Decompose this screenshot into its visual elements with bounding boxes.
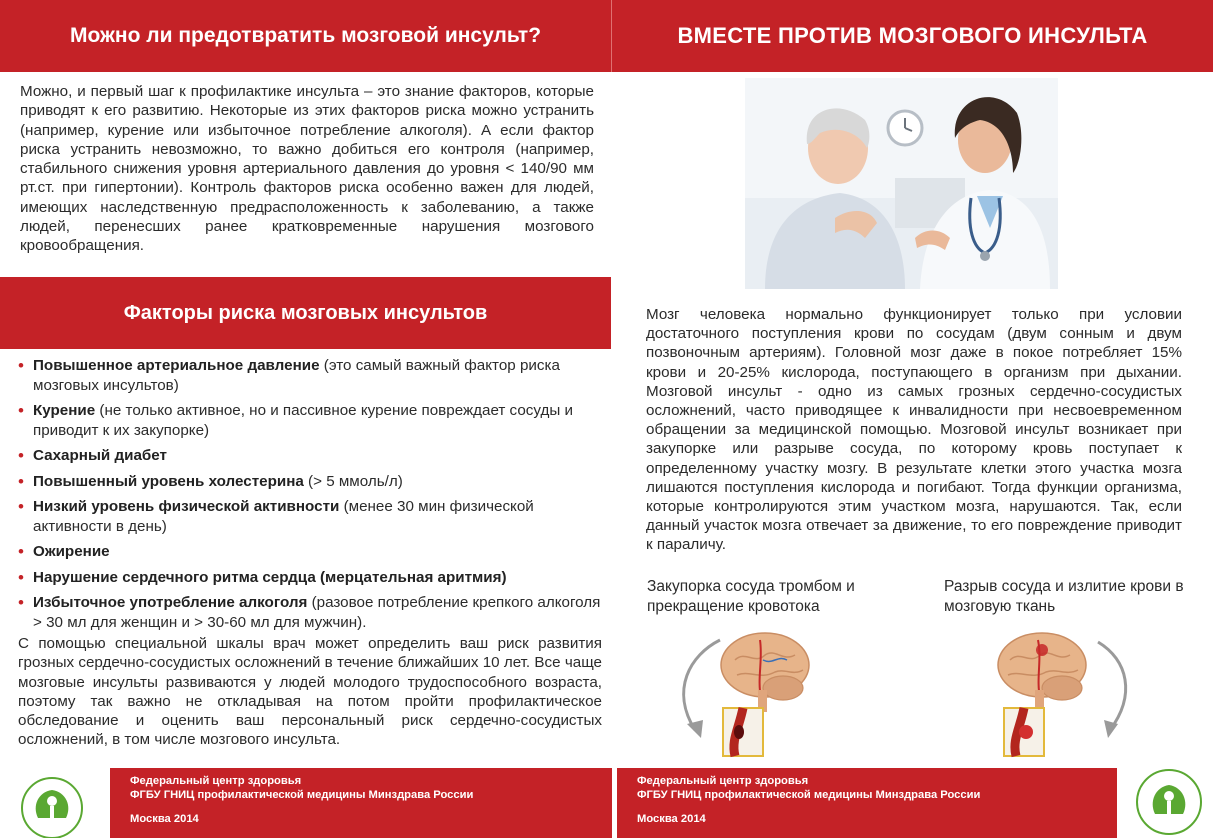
risk-scale-paragraph: С помощью специальной шкалы врач может определить ваш риск развития грозных сердечно-сосудистых осложнений в течение ближайших 10 лет. Все чаще мозговые инсульты развиваются у людей молодого трудоспособного возраста, поэтому так важно не откладывая на потом пройти профилактическое обследование и оценить ваш персональный риск сердечно-сосудистых осложнений, в том числе мозгового инсульта. xyxy=(18,635,602,749)
footer-right xyxy=(617,768,1117,838)
brain-explanation-paragraph: Мозг человека нормально функционирует только при условии достаточного поступления крови по сосудам (двум сонным и двум позвоночным артериям). Головной мозг даже в покое потребляет 15% крови и 20-25% кислорода, поступающего в организм при дыхании. Мозговой инсульт - одно из самых грозных сердечно-сосудистых осложнений, часто приводящее к инвалидности при несвоевременном обращении за медицинской помощью. Мозговой инсульт возникает при закупорке или разрыве сосуда, по которому кровь поступает к определенному участку мозгу. В результате клетки этого участка мозга лишаются поступления кислорода и погибают. Тогда функции организма, которые контролируются этим участком мозга, нарушаются. Так, если данный участок мозга отвечает за движение, то его повреждение приводит к параличу. xyxy=(646,306,1182,554)
list-item: • Повышенный уровень холестерина (> 5 ммоль/л) xyxy=(18,472,602,492)
footer-org: Федеральный центр здоровья xyxy=(130,775,302,787)
list-item: • Нарушение сердечного ритма сердца (мерцательная аритмия) xyxy=(18,568,602,588)
brain-rupture-illustration xyxy=(980,620,1140,765)
footer-left xyxy=(110,768,612,838)
right-title: ВМЕСТЕ ПРОТИВ МОЗГОВОГО ИНСУЛЬТА xyxy=(677,23,1148,48)
footer-institute: ФГБУ ГНИЦ профилактической медицины Минздрава России xyxy=(130,789,474,801)
brain-blockage-illustration xyxy=(665,620,825,765)
risk-factors-title: Факторы риска мозговых инсультов xyxy=(123,301,488,324)
footer-org: Федеральный центр здоровья xyxy=(637,775,809,787)
footer-year: Москва 2014 xyxy=(130,813,199,825)
intro-paragraph: Можно, и первый шаг к профилактике инсульта – это знание факторов, которые приводят к его развитию. Некоторые из этих факторов риска можно устранить (например, курение или избыточное потребление алкоголя). А если фактор риска устранить невозможно, то важно добиться его контроля (например, стабильного снижения уровня артериального давления до уровня < 140/90 мм рт.ст. при гипертонии). Контроль факторов риска особенно важен для людей, имеющих наследственную предрасположенность к заболеванию, а также людей, перенесших ранее кратковременные нарушения мозгового кровообращения. xyxy=(20,83,594,255)
risk-factors-list xyxy=(18,350,602,632)
left-header xyxy=(0,0,611,72)
blockage-caption: Закупорка сосуда тромбом и прекращение кровотока xyxy=(647,578,855,615)
list-item: • Повышенное артериальное давление (это самый важный фактор риска мозговых инсультов) xyxy=(18,356,602,395)
risk-factors-header xyxy=(0,277,611,349)
gnits-logo-left xyxy=(8,768,96,838)
doctor-patient-photo xyxy=(745,78,1058,289)
list-item: • Сахарный диабет xyxy=(18,446,602,466)
list-item: • Низкий уровень физической активности (менее 30 мин физической активности в день) xyxy=(18,497,602,536)
gnits-logo-right xyxy=(1125,760,1213,838)
rupture-caption: Разрыв сосуда и излитие крови в мозговую ткань xyxy=(944,578,1184,615)
left-title: Можно ли предотвратить мозговой инсульт? xyxy=(69,24,542,47)
right-header xyxy=(611,0,1213,72)
footer-institute: ФГБУ ГНИЦ профилактической медицины Минздрава России xyxy=(637,789,981,801)
list-item: • Избыточное употребление алкоголя (разовое потребление крепкого алкоголя > 30 мл для женщин и > 30-60 мл для мужчин). xyxy=(18,593,602,632)
list-item: • Курение (не только активное, но и пассивное курение повреждает сосуды и приводит к их закупорке) xyxy=(18,401,602,440)
footer-year: Москва 2014 xyxy=(637,813,706,825)
list-item: • Ожирение xyxy=(18,542,602,562)
